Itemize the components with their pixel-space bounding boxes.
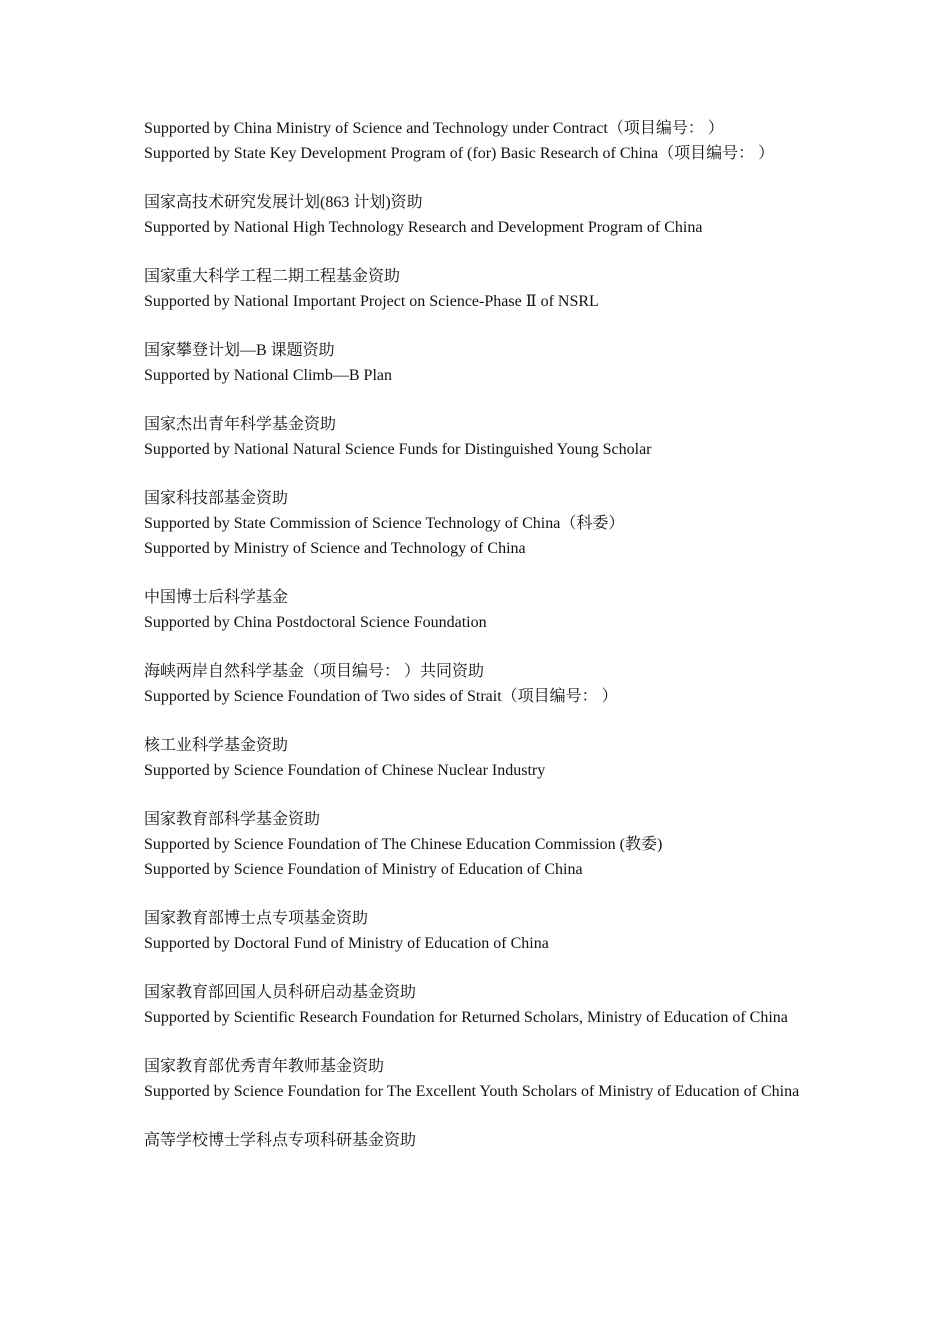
chinese-heading: 国家教育部科学基金资助	[144, 811, 321, 828]
chinese-heading: 中国博士后科学基金	[144, 589, 289, 606]
entry-ministry-science-tech	[144, 486, 807, 561]
chinese-heading: 国家重大科学工程二期工程基金资助	[144, 268, 401, 285]
entry-distinguished-young	[144, 412, 807, 462]
entry-excellent-youth	[144, 1054, 807, 1104]
english-text: Supported by Science Foundation for The Excellent Youth Scholars of Ministry of Education of China	[144, 1083, 800, 1100]
english-text: Supported by National High Technology Research and Development Program of China	[144, 219, 703, 236]
entry-education-science	[144, 807, 807, 882]
english-text: Supported by Ministry of Science and Technology of China	[144, 540, 526, 557]
chinese-heading: 核工业科学基金资助	[144, 737, 289, 754]
paragraph-gap	[144, 1104, 807, 1128]
chinese-heading: 国家教育部优秀青年教师基金资助	[144, 1058, 385, 1075]
english-text: Supported by Science Foundation of Chinese Nuclear Industry	[144, 762, 546, 779]
paragraph-gap	[144, 561, 807, 585]
entry-two-sides-strait	[144, 659, 807, 709]
paragraph-gap	[144, 783, 807, 807]
chinese-heading: 国家教育部博士点专项基金资助	[144, 910, 369, 927]
text-line: Supported by State Key Development Program of (for) Basic Research of China（项目编号： ）	[144, 145, 775, 162]
paragraph-gap	[144, 635, 807, 659]
entry-ministry-contract	[144, 116, 807, 166]
chinese-heading: 国家杰出青年科学基金资助	[144, 416, 337, 433]
paragraph-gap	[144, 462, 807, 486]
paragraph-gap	[144, 956, 807, 980]
english-text: Supported by Science Foundation of Ministry of Education of China	[144, 861, 583, 878]
paragraph-gap	[144, 1030, 807, 1054]
entry-postdoctoral	[144, 585, 807, 635]
paragraph-gap	[144, 709, 807, 733]
english-text: Supported by National Natural Science Funds for Distinguished Young Scholar	[144, 441, 652, 458]
document-body	[144, 116, 807, 1153]
english-text: Supported by Doctoral Fund of Ministry of Education of China	[144, 935, 549, 952]
chinese-heading: 国家高技术研究发展计划(863 计划)资助	[144, 194, 423, 211]
entry-returned-scholars	[144, 980, 807, 1030]
english-text: Supported by Scientific Research Foundation for Returned Scholars, Ministry of Education of China	[144, 1009, 788, 1026]
paragraph-gap	[144, 314, 807, 338]
entry-nuclear-industry	[144, 733, 807, 783]
paragraph-gap	[144, 388, 807, 412]
chinese-heading: 国家攀登计划—B 课题资助	[144, 342, 335, 359]
english-text: Supported by China Postdoctoral Science Foundation	[144, 614, 487, 631]
entry-nsrl	[144, 264, 807, 314]
entry-doctoral-discipline	[144, 1128, 807, 1153]
chinese-heading: 国家教育部回国人员科研启动基金资助	[144, 984, 417, 1001]
english-text: Supported by Science Foundation of Two sides of Strait（项目编号： ）	[144, 688, 618, 705]
english-text: Supported by National Important Project on Science-Phase Ⅱ of NSRL	[144, 293, 599, 310]
chinese-heading: 海峡两岸自然科学基金（项目编号： ）共同资助	[144, 663, 485, 680]
paragraph-gap	[144, 240, 807, 264]
text-line: Supported by China Ministry of Science and Technology under Contract（项目编号： ）	[144, 120, 724, 137]
chinese-heading: 国家科技部基金资助	[144, 490, 289, 507]
entry-doctoral-fund	[144, 906, 807, 956]
entry-863-program	[144, 190, 807, 240]
english-text: Supported by National Climb—B Plan	[144, 367, 392, 384]
paragraph-gap	[144, 882, 807, 906]
english-text: Supported by Science Foundation of The Chinese Education Commission (教委)	[144, 836, 663, 853]
paragraph-gap	[144, 166, 807, 190]
chinese-heading: 高等学校博士学科点专项科研基金资助	[144, 1132, 417, 1149]
entry-climb-b	[144, 338, 807, 388]
english-text: Supported by State Commission of Science Technology of China（科委）	[144, 515, 625, 532]
